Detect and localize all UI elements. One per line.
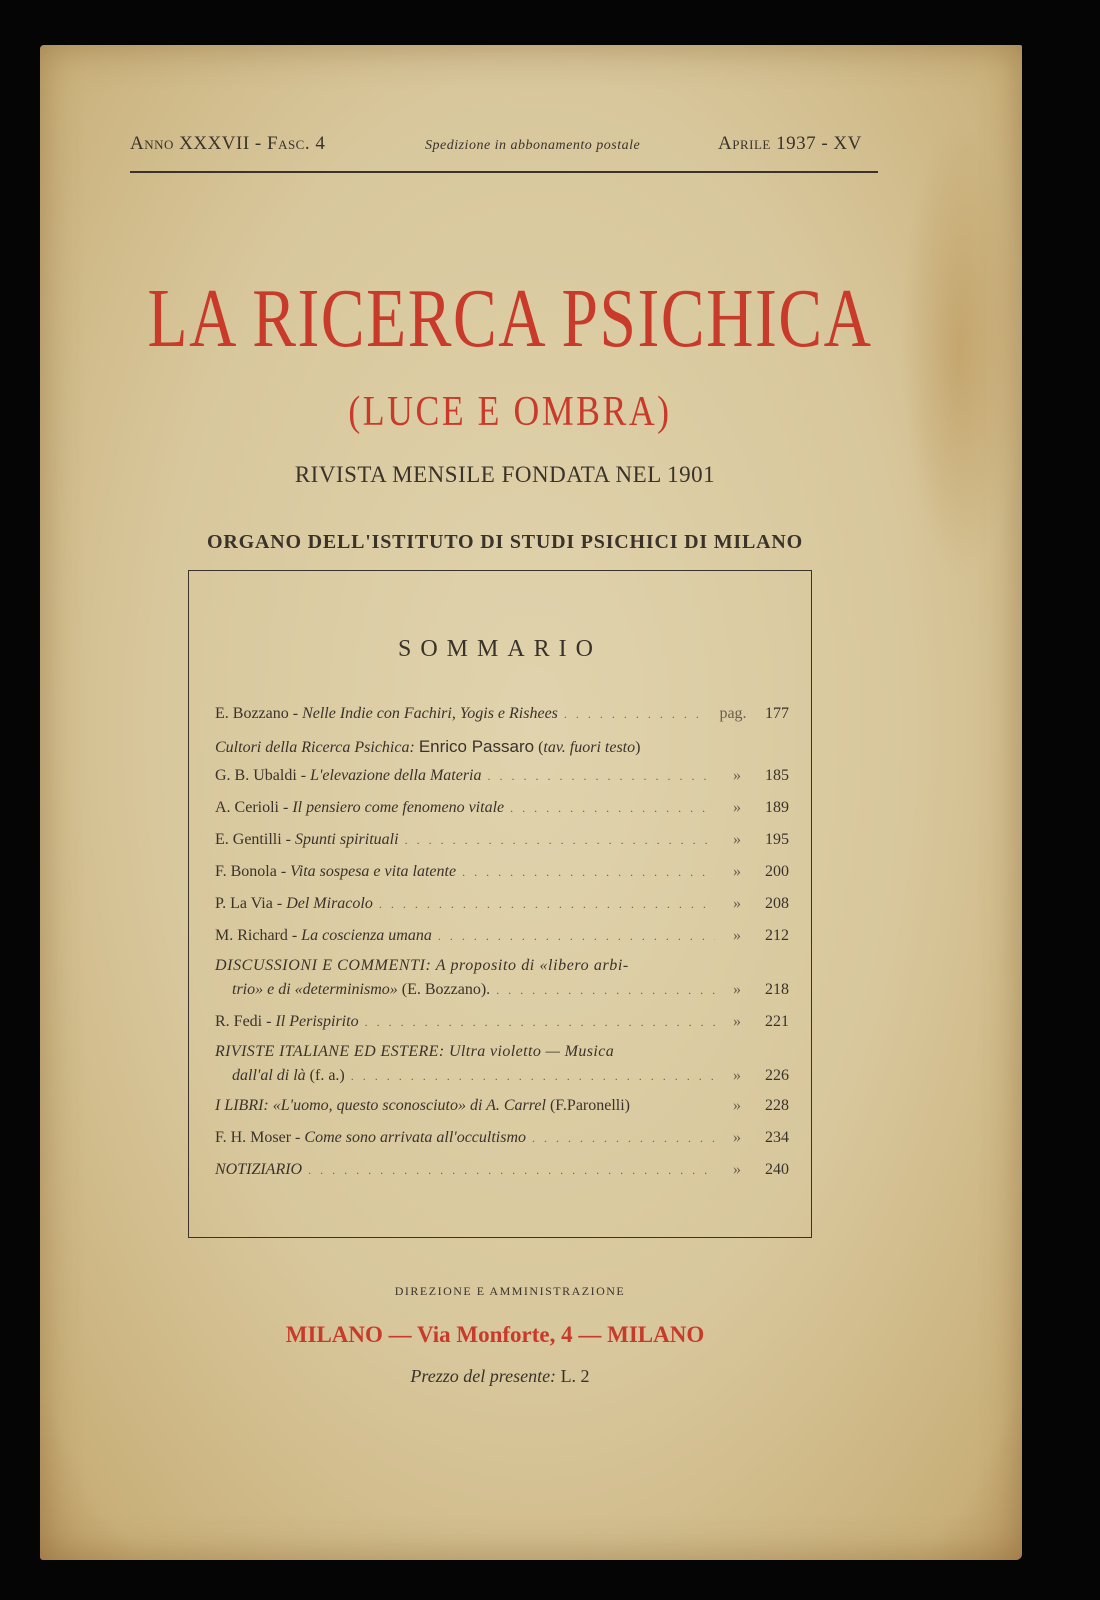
entry-author: (F.Paronelli) (549, 1097, 631, 1114)
toc-entry (215, 737, 789, 757)
entry-page: 218 (765, 981, 789, 998)
entry-page: 226 (765, 1067, 789, 1084)
dot-leader (438, 929, 715, 944)
shipping-note: Spedizione in abbonamento postale (425, 138, 641, 153)
issue-number: Anno XXXVII - Fasc. 4 (130, 133, 326, 154)
entry-title: L'elevazione della Materia (310, 767, 482, 784)
entry-title: Come sono arrivata all'occultismo (304, 1129, 527, 1146)
entry-title: I LIBRI: «L'uomo, questo sconosciuto» di A. Carrel (215, 1097, 546, 1114)
entry-note: tav. fuori testo (543, 739, 636, 756)
entry-title: Spunti spirituali (294, 831, 399, 848)
entry-author: F. Bonola - (215, 863, 287, 880)
entry-author: F. H. Moser - (215, 1129, 301, 1146)
entry-marker: » (733, 799, 741, 816)
entry-marker: » (733, 831, 741, 848)
entry-page: 212 (765, 927, 789, 944)
entry-title: Il pensiero come fenomeno vitale (292, 799, 505, 816)
entry-author: P. La Via - (215, 895, 283, 912)
entry-author: G. B. Ubaldi - (215, 767, 307, 784)
dot-leader (365, 1015, 715, 1030)
entry-author: M. Richard - (215, 927, 298, 944)
entry-page: 240 (765, 1161, 789, 1178)
entry-title-cont: trio» e di «determinismo» (232, 981, 398, 998)
direction-label: DIREZIONE E AMMINISTRAZIONE (394, 1284, 626, 1298)
toc-entry (215, 831, 789, 849)
entry-page: 228 (765, 1097, 789, 1114)
header-rule (130, 171, 878, 173)
entry-title: NOTIZIARIO (215, 1161, 303, 1178)
dot-leader (496, 983, 715, 998)
toc-entry (215, 767, 789, 785)
entry-title: La coscienza umana (301, 927, 432, 944)
toc-entry (215, 863, 789, 881)
price-value: L. 2 (560, 1366, 590, 1386)
toc-entry (215, 1129, 789, 1147)
dot-leader (351, 1069, 715, 1084)
dot-leader (462, 865, 715, 880)
entry-title-cont: dall'al di là (232, 1067, 306, 1084)
toc-entry (215, 1013, 789, 1031)
entry-page: 234 (765, 1129, 789, 1146)
paper-stain (900, 120, 1020, 580)
dot-leader (379, 897, 715, 912)
toc-entry-line (215, 957, 789, 975)
entry-author: (f. a.) (309, 1067, 345, 1084)
toc-entry (232, 1067, 789, 1085)
entry-page: 185 (765, 767, 789, 784)
entry-marker: » (733, 1097, 741, 1114)
entry-title: Il Perispirito (275, 1013, 359, 1030)
toc-entry (215, 799, 789, 817)
entry-author: A. Cerioli - (215, 799, 289, 816)
dot-leader (510, 801, 715, 816)
entry-marker: » (733, 895, 741, 912)
paren: ( (538, 739, 544, 756)
toc-entry-line (215, 1043, 789, 1061)
dot-leader (405, 833, 715, 848)
toc-entry (215, 705, 789, 723)
toc-entry (215, 927, 789, 945)
entry-marker: » (733, 981, 741, 998)
tagline: RIVISTA MENSILE FONDATA NEL 1901 (294, 462, 716, 487)
issue-date: Aprile 1937 - XV (718, 133, 862, 154)
entry-page: 221 (765, 1013, 789, 1030)
dot-leader (488, 769, 716, 784)
entry-name: Enrico Passaro (418, 737, 535, 756)
dot-leader (564, 707, 707, 722)
toc-entry (215, 1097, 789, 1115)
entry-marker: » (733, 1013, 741, 1030)
entry-page: 208 (765, 895, 789, 912)
toc-entry (215, 1161, 789, 1179)
entry-title: Nelle Indie con Fachiri, Yogis e Rishees (302, 705, 558, 722)
entry-title: Vita sospesa e vita latente (290, 863, 457, 880)
entry-author: (E. Bozzano). (401, 981, 491, 998)
toc-entry (232, 981, 789, 999)
magazine-title: LA RICERCA PSICHICA (147, 272, 873, 365)
entry-author: R. Fedi - (215, 1013, 272, 1030)
entry-author: E. Bozzano - (215, 705, 299, 722)
entry-marker: » (733, 767, 741, 784)
entry-author: E. Gentilli - (215, 831, 291, 848)
entry-page: 200 (765, 863, 789, 880)
entry-title: Del Miracolo (286, 895, 373, 912)
dot-leader (308, 1163, 715, 1178)
entry-marker: pag. (719, 705, 747, 722)
entry-marker: » (733, 1129, 741, 1146)
dot-leader (532, 1131, 715, 1146)
organ-line: ORGANO DELL'ISTITUTO DI STUDI PSICHICI DI MILANO (207, 531, 803, 553)
price-line (0, 1366, 1000, 1387)
entry-marker: » (733, 927, 741, 944)
address: MILANO — Via Monforte, 4 — MILANO (285, 1322, 705, 1347)
magazine-subtitle: (LUCE E OMBRA) (348, 389, 672, 435)
paren: ) (635, 739, 641, 756)
entry-page: 189 (765, 799, 789, 816)
contents-heading: SOMMARIO (397, 636, 603, 662)
entry-page: 177 (765, 705, 789, 722)
entry-marker: » (733, 1067, 741, 1084)
entry-marker: » (733, 1161, 741, 1178)
entry-title: Cultori della Ricerca Psichica: (215, 739, 415, 756)
entry-title: RIVISTE ITALIANE ED ESTERE: Ultra violetto — Musica (215, 1043, 615, 1060)
price-label: Prezzo del presente: (410, 1366, 557, 1386)
toc-entry (215, 895, 789, 913)
entry-page: 195 (765, 831, 789, 848)
entry-marker: » (733, 863, 741, 880)
entry-title: DISCUSSIONI E COMMENTI: A proposito di «libero arbi- (215, 957, 629, 974)
